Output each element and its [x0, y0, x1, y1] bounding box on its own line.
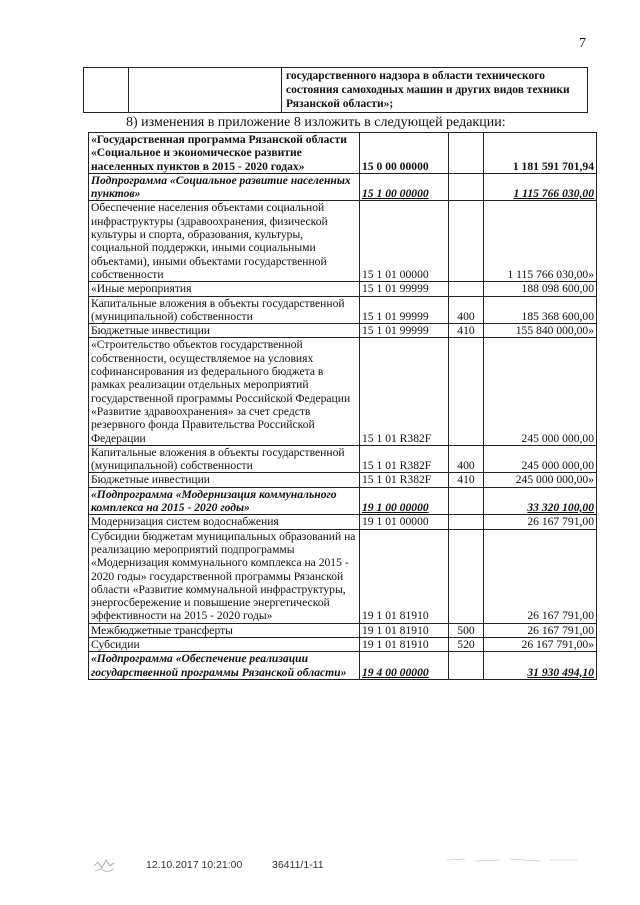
table-row: [89, 324, 597, 338]
row-type: [449, 652, 484, 680]
row-code: 15 1 01 R382F: [360, 445, 449, 473]
row-code: 19 4 00 00000: [360, 652, 449, 680]
row-code: 15 1 00 00000: [360, 173, 449, 201]
row-code: 19 1 01 81910: [360, 529, 449, 623]
continuation-cell-2: [129, 68, 282, 113]
page-number: 7: [579, 36, 586, 51]
row-name: Капитальные вложения в объекты государственной (муниципальной) собственности: [89, 445, 360, 473]
table-row: [89, 445, 597, 473]
row-type: [449, 529, 484, 623]
continuation-cell-text: государственного надзора в области технического состояния самоходных машин и других видов техники Рязанской области»;: [282, 68, 588, 113]
table-row: [89, 652, 597, 680]
table-row: [89, 473, 597, 487]
row-code: 15 1 01 R382F: [360, 338, 449, 445]
budget-table: [88, 132, 597, 680]
row-code: 19 1 00 00000: [360, 487, 449, 515]
row-amount: 188 098 600,00: [484, 282, 597, 296]
row-type: 520: [449, 637, 484, 651]
row-code: 19 1 01 81910: [360, 623, 449, 637]
row-amount: 1 115 766 030,00: [484, 173, 597, 201]
table-row: [89, 529, 597, 623]
row-amount: 26 167 791,00»: [484, 637, 597, 651]
row-amount: 31 930 494,10: [484, 652, 597, 680]
table-row: [89, 487, 597, 515]
row-type: [449, 282, 484, 296]
row-amount: 26 167 791,00: [484, 623, 597, 637]
row-name: «Иные мероприятия: [89, 282, 360, 296]
stamp-mark: [92, 854, 118, 874]
row-name: Межбюджетные трансферты: [89, 623, 360, 637]
row-name: Субсидии: [89, 637, 360, 651]
row-name: Бюджетные инвестиции: [89, 324, 360, 338]
row-type: 400: [449, 296, 484, 324]
row-name: Бюджетные инвестиции: [89, 473, 360, 487]
row-type: [449, 173, 484, 201]
footer-timestamp: 12.10.2017 10:21:00: [146, 859, 243, 871]
row-type: [449, 201, 484, 282]
row-type: [449, 487, 484, 515]
row-name: Субсидии бюджетам муниципальных образований на реализацию мероприятий подпрограммы «Модернизация коммунального комплекса на 2015 - 2020 годы» государственной программы Рязанской области «Развитие коммунальной инфраструктуры, энергосбережение и повышение энергетической эффективности на 2015 - 2020 годы»: [89, 529, 360, 623]
row-amount: 26 167 791,00: [484, 515, 597, 529]
continuation-table: [83, 67, 588, 113]
row-amount: 245 000 000,00»: [484, 473, 597, 487]
row-name: «Подпрограмма «Модернизация коммунального комплекса на 2015 - 2020 годы»: [89, 487, 360, 515]
table-row: [89, 201, 597, 282]
table-row: [89, 515, 597, 529]
table-row: [89, 637, 597, 651]
row-code: 19 1 01 00000: [360, 515, 449, 529]
row-name: «Государственная программа Рязанской области «Социальное и экономическое развитие населенных пунктов в 2015 - 2020 годах»: [89, 133, 360, 174]
row-amount: 245 000 000,00: [484, 445, 597, 473]
row-amount: 185 368 600,00: [484, 296, 597, 324]
faint-stamp-mark: [445, 855, 580, 865]
row-type: [449, 133, 484, 174]
row-type: [449, 515, 484, 529]
table-row: [89, 296, 597, 324]
row-name: «Подпрограмма «Обеспечение реализации государственной программы Рязанской области»: [89, 652, 360, 680]
row-code: 15 0 00 00000: [360, 133, 449, 174]
row-name: Модернизация систем водоснабжения: [89, 515, 360, 529]
row-amount: 26 167 791,00: [484, 529, 597, 623]
row-name: Капитальные вложения в объекты государственной (муниципальной) собственности: [89, 296, 360, 324]
table-row: [89, 173, 597, 201]
row-amount: 245 000 000,00: [484, 338, 597, 445]
row-type: 410: [449, 324, 484, 338]
table-row: [89, 338, 597, 445]
row-code: 15 1 01 99999: [360, 296, 449, 324]
row-amount: 155 840 000,00»: [484, 324, 597, 338]
row-code: 19 1 01 81910: [360, 637, 449, 651]
continuation-cell-1: [84, 68, 129, 113]
row-name: Обеспечение населения объектами социальной инфраструктуры (здравоохранения, физической культуры и спорта, образования, культуры, социальной поддержки, иными социальными объектами), иными объектами государственной собственности: [89, 201, 360, 282]
row-name: Подпрограмма «Социальное развитие населенных пунктов»: [89, 173, 360, 201]
row-amount: 1 115 766 030,00»: [484, 201, 597, 282]
row-name: «Строительство объектов государственной собственности, осуществляемое на условиях софинансирования из федерального бюджета в рамках реализации отдельных мероприятий государственной программы Российской Федерации «Развитие здравоохранения» за счет средств резервного фонда Правительства Российской Федерации: [89, 338, 360, 445]
row-code: 15 1 01 R382F: [360, 473, 449, 487]
row-code: 15 1 01 99999: [360, 282, 449, 296]
footer-doc-id: 36411/1-11: [272, 859, 324, 871]
row-code: 15 1 01 00000: [360, 201, 449, 282]
row-type: 400: [449, 445, 484, 473]
row-amount: 1 181 591 701,94: [484, 133, 597, 174]
row-type: 500: [449, 623, 484, 637]
row-code: 15 1 01 99999: [360, 324, 449, 338]
table-row: [89, 133, 597, 174]
table-row: [89, 623, 597, 637]
row-type: 410: [449, 473, 484, 487]
row-type: [449, 338, 484, 445]
amendment-intro: 8) изменения в приложение 8 изложить в следующей редакции:: [126, 115, 506, 130]
row-amount: 33 320 100,00: [484, 487, 597, 515]
table-row: [89, 282, 597, 296]
